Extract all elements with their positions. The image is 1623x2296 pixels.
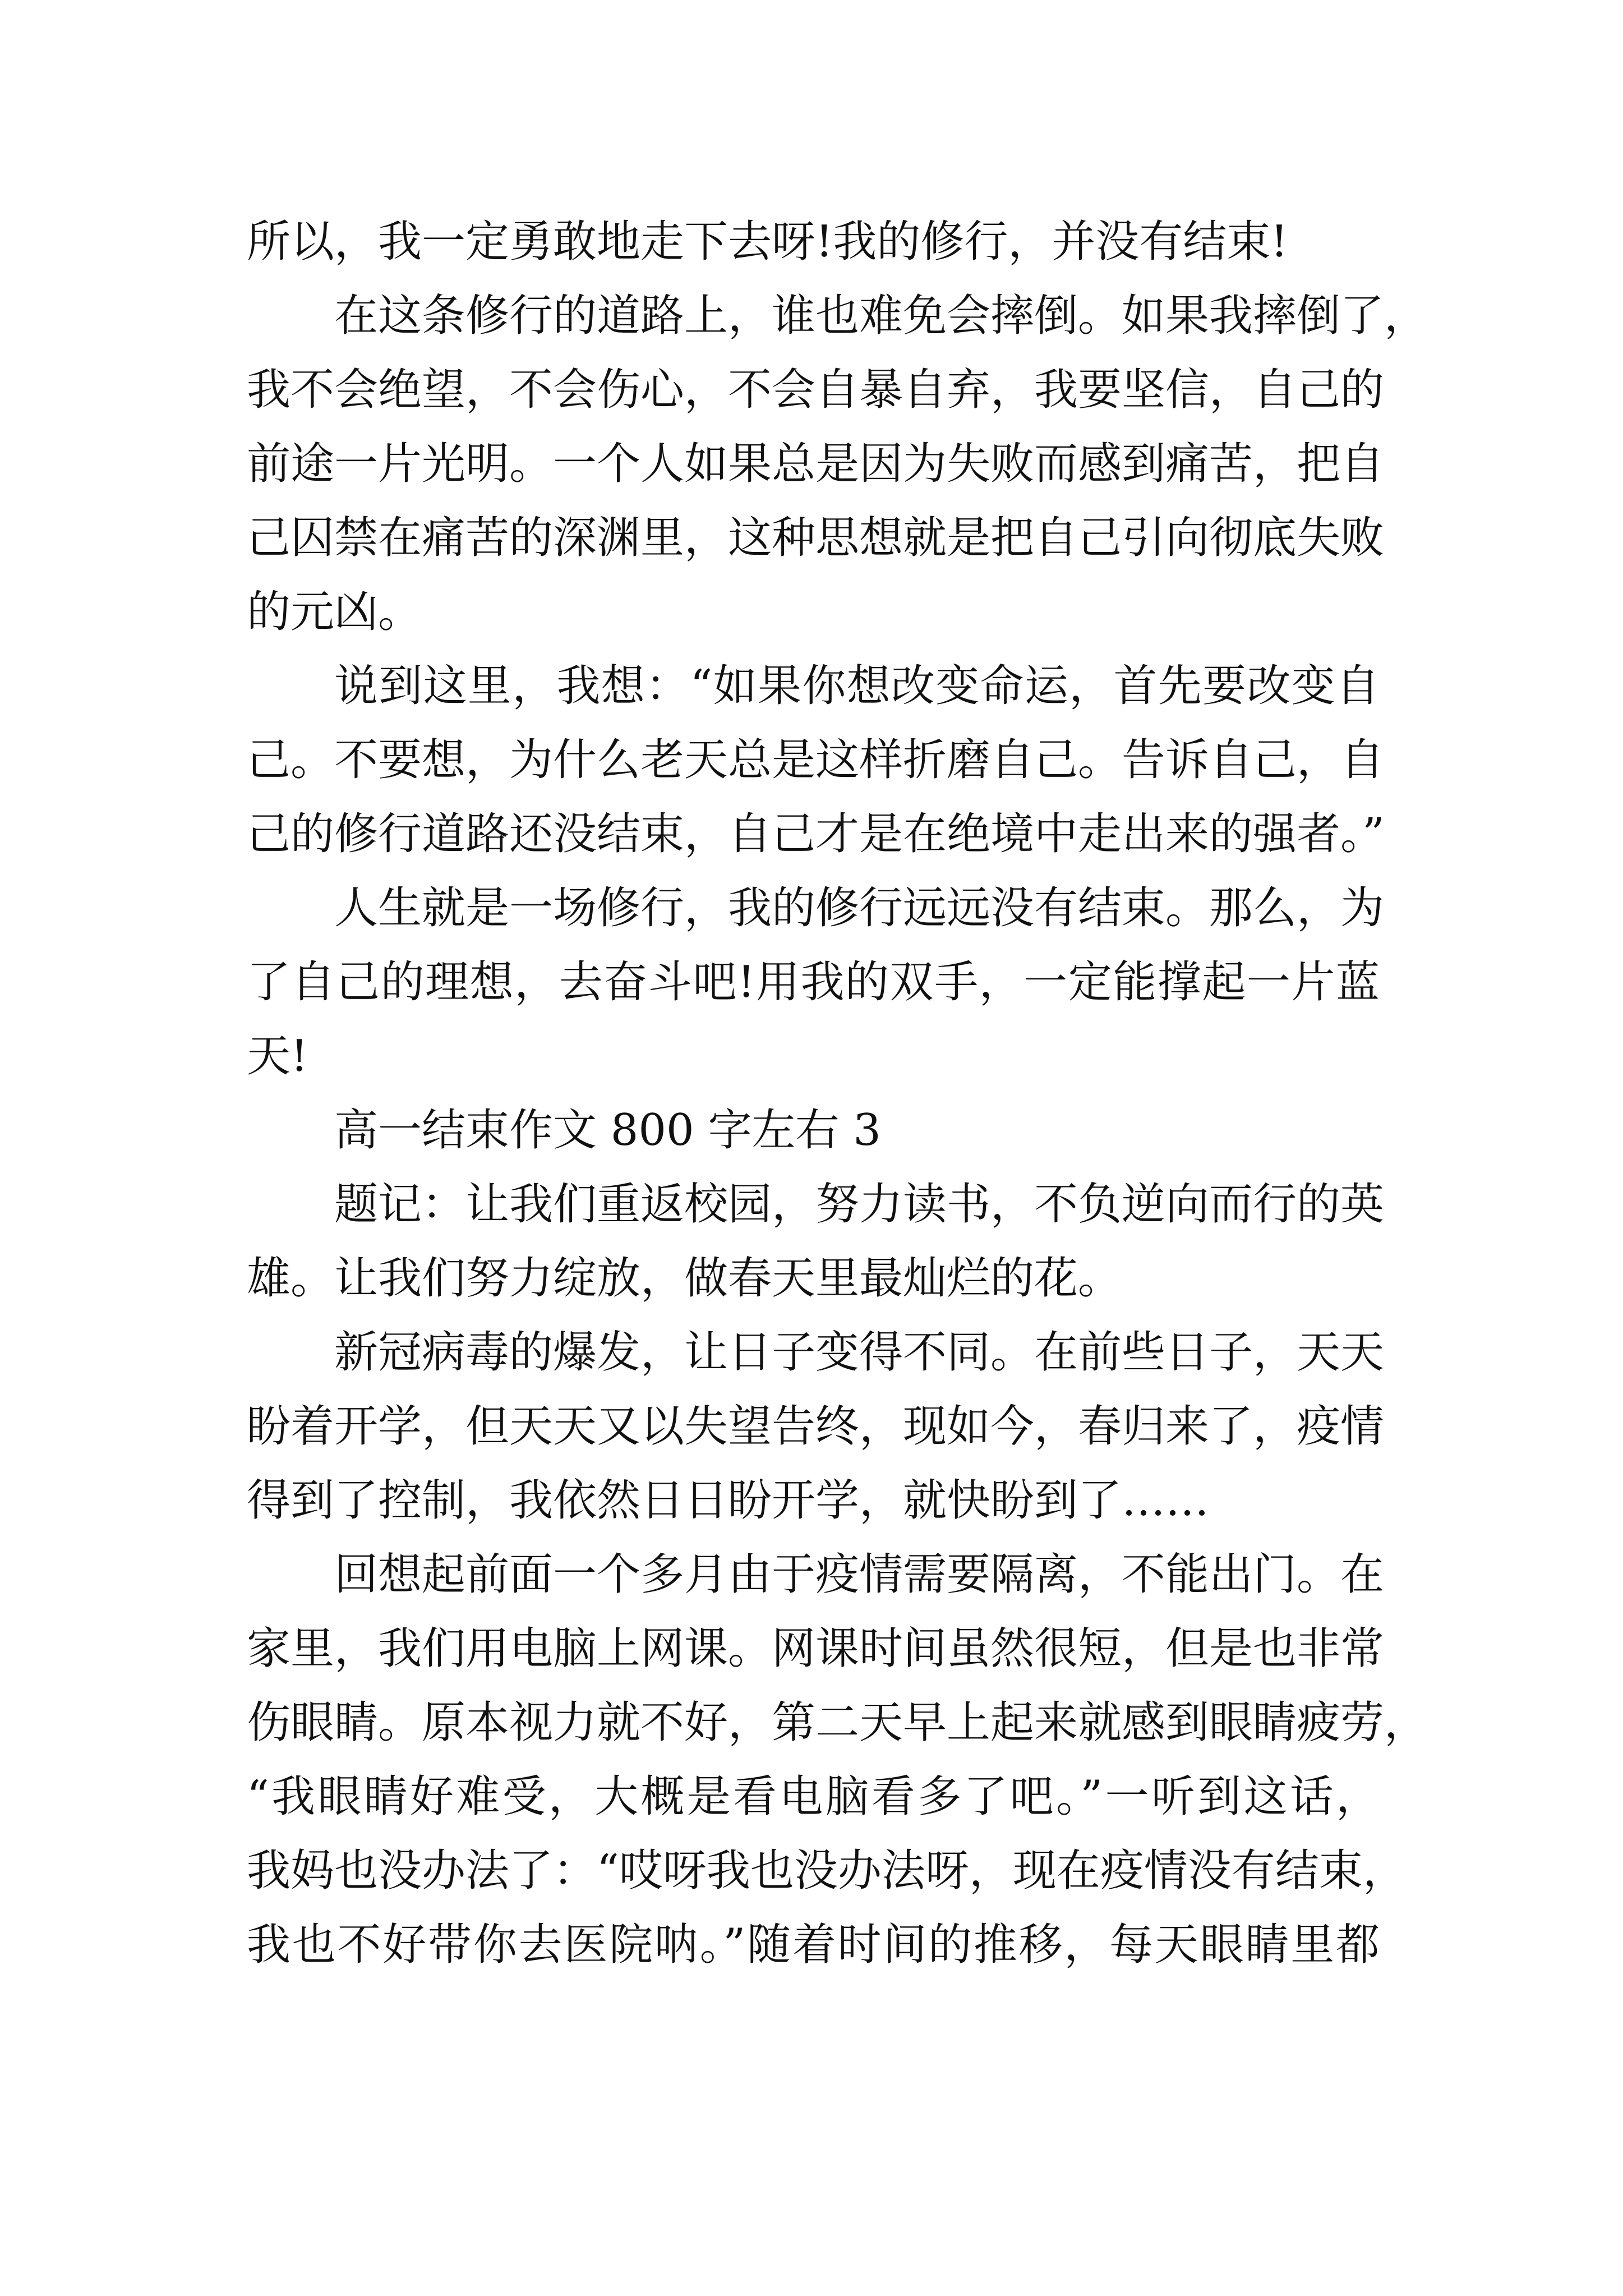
text-line: 所以，我一定勇敢地走下去呀!我的修行，并没有结束! xyxy=(247,217,1288,267)
text-line: 在这条修行的道路上，谁也难免会摔倒。如果我摔倒了， xyxy=(334,291,1428,341)
text-line: 前途一片光明。一个人如果总是因为失败而感到痛苦，把自 xyxy=(247,439,1385,489)
text-line: “我眼睛好难受，大概是看电脑看多了吧。”一听到这话， xyxy=(247,1772,1380,1822)
text-line: 雄。让我们努力绽放，做春天里最灿烂的花。 xyxy=(247,1253,1122,1304)
text-line: 题记：让我们重返校园，努力读书，不负逆向而行的英 xyxy=(334,1179,1385,1230)
text-line: 盼着开学，但天天又以失望告终，现如今，春归来了，疫情 xyxy=(247,1401,1385,1452)
text-line: 回想起前面一个多月由于疫情需要隔离，不能出门。在 xyxy=(334,1549,1385,1600)
text-line: 我妈也没办法了：“哎呀我也没办法呀，现在疫情没有结束， xyxy=(247,1846,1407,1896)
text-line: 己的修行道路还没结束，自己才是在绝境中走出来的强者。” xyxy=(247,809,1385,859)
text-line: 高一结束作文 800 字左右 3 xyxy=(334,1105,881,1156)
text-line: 说到这里，我想：“如果你想改变命运，首先要改变自 xyxy=(334,661,1380,711)
text-line: 的元凶。 xyxy=(247,587,422,637)
text-line: 家里，我们用电脑上网课。网课时间虽然很短，但是也非常 xyxy=(247,1623,1385,1674)
text-line: 己囚禁在痛苦的深渊里，这种思想就是把自己引向彻底失败 xyxy=(247,513,1385,563)
text-line: 得到了控制，我依然日日盼开学，就快盼到了…… xyxy=(247,1475,1210,1526)
text-line: 我也不好带你去医院呐。”随着时间的推移，每天眼睛里都 xyxy=(247,1920,1380,1970)
text-line: 人生就是一场修行，我的修行远远没有结束。那么，为 xyxy=(334,883,1385,933)
text-line: 我不会绝望，不会伤心，不会自暴自弃，我要坚信，自己的 xyxy=(247,365,1385,415)
text-line: 了自己的理想，去奋斗吧!用我的双手，一定能撑起一片蓝 xyxy=(247,957,1380,1007)
text-line: 天! xyxy=(247,1031,308,1082)
text-line: 己。不要想，为什么老天总是这样折磨自己。告诉自己，自 xyxy=(247,735,1385,785)
text-line: 伤眼睛。原本视力就不好，第二天早上起来就感到眼睛疲劳， xyxy=(247,1697,1428,1748)
document-body xyxy=(247,205,1428,1982)
text-line: 新冠病毒的爆发，让日子变得不同。在前些日子，天天 xyxy=(334,1327,1385,1378)
